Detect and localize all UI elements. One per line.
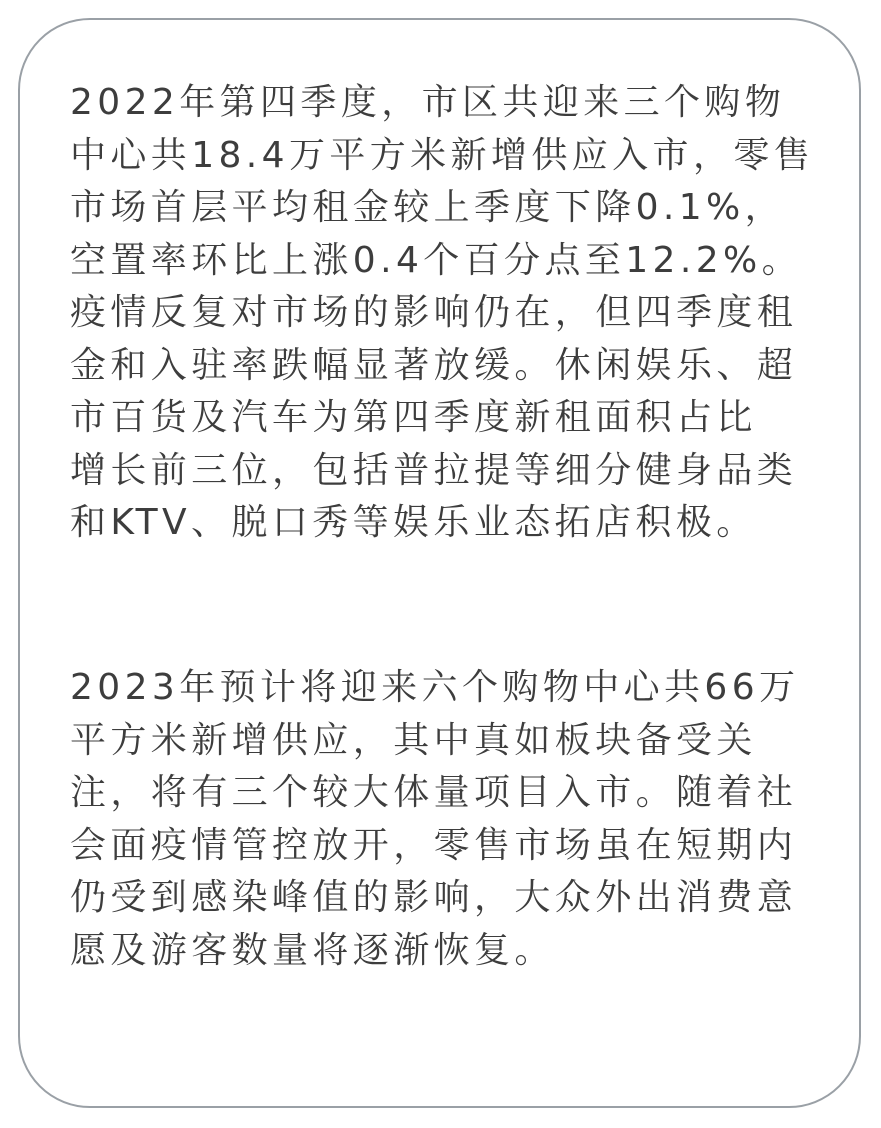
text-line: 和KTV、脱口秀等娱乐业态拓店积极。 <box>70 502 757 543</box>
text-line: 平方米新增供应，其中真如板块备受关 <box>70 719 757 761</box>
text-line: 会面疫情管控放开，零售市场虽在短期内 <box>70 824 798 866</box>
text-line: 2023年预计将迎来六个购物中心共66万 <box>70 667 800 708</box>
text-line: 增长前三位，包括普拉提等细分健身品类 <box>70 449 798 491</box>
text-line: 疫情反复对市场的影响仍在，但四季度租 <box>70 292 798 333</box>
text-line: 市场首层平均租金较上季度下降0.1%， <box>70 187 786 228</box>
text-line: 市百货及汽车为第四季度新租面积占比 <box>70 397 757 438</box>
paragraph-outlook-2023 <box>70 662 815 977</box>
text-line: 2022年第四季度，市区共迎来三个购物 <box>70 82 786 123</box>
paragraph-q4-2022 <box>70 77 815 550</box>
text-line: 空置率环比上涨0.4个百分点至12.2%。 <box>70 239 803 281</box>
text-line: 愿及游客数量将逐渐恢复。 <box>70 929 555 971</box>
text-line: 中心共18.4万平方米新增供应入市，零售 <box>70 134 815 176</box>
text-line: 金和入驻率跌幅显著放缓。休闲娱乐、超 <box>70 344 798 386</box>
text-line: 注，将有三个较大体量项目入市。随着社 <box>70 772 798 813</box>
text-line: 仍受到感染峰值的影响，大众外出消费意 <box>70 877 798 918</box>
